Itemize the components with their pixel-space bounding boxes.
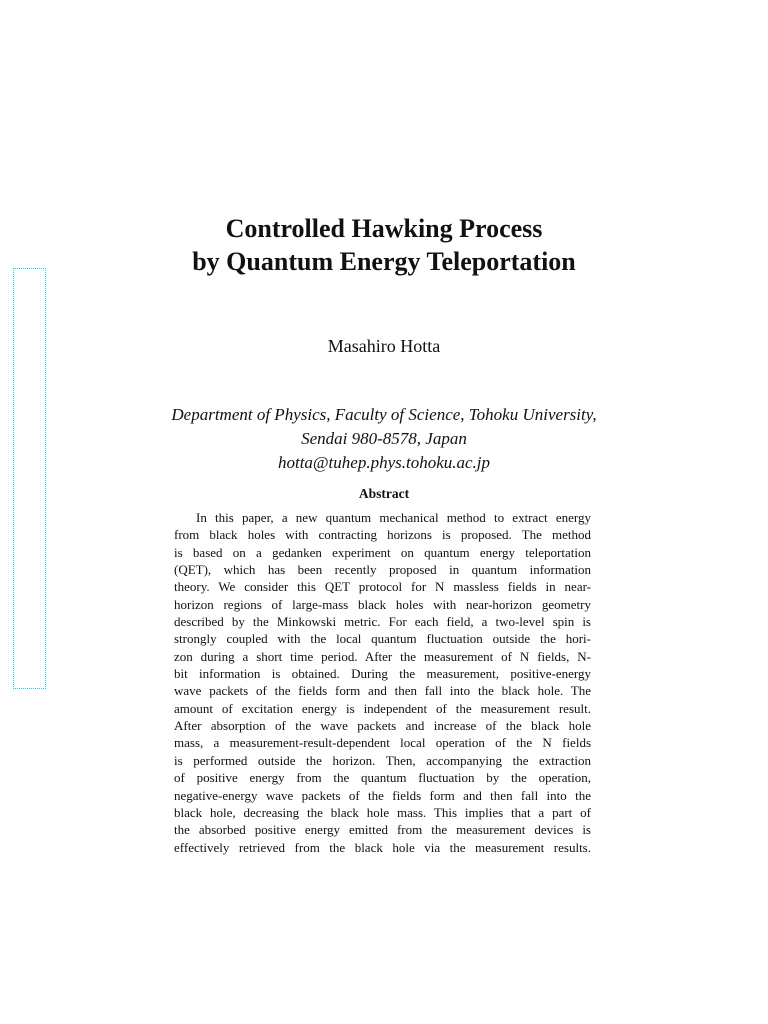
- abstract-line: is based on a gedanken experiment on quantum energy teleportation: [174, 544, 591, 560]
- abstract-line: (QET), which has been recently proposed in quantum information: [174, 562, 591, 578]
- abstract-line: black hole, decreasing the black hole mass. This implies that a part of: [174, 804, 591, 820]
- paper-title: [0, 212, 768, 278]
- abstract-line: of positive energy from the quantum fluctuation by the operation,: [174, 770, 591, 786]
- abstract-line: is performed outside the horizon. Then, accompanying the extraction: [174, 752, 591, 768]
- abstract-line: zon during a short time period. After the measurement of N fields, N-: [174, 648, 591, 664]
- abstract-line: from black holes with contracting horizons is proposed. The method: [174, 527, 591, 543]
- abstract-line: mass, a measurement-result-dependent local operation of the N fields: [174, 735, 591, 751]
- abstract-heading: Abstract: [358, 486, 410, 501]
- abstract-line: described by the Minkowski metric. For each field, a two-level spin is: [174, 614, 591, 630]
- affiliation-line-1: Department of Physics, Faculty of Science, Tohoku University,: [171, 405, 597, 424]
- abstract-line: wave packets of the fields form and then fall into the black hole. The: [174, 683, 591, 699]
- abstract-line: bit information is obtained. During the measurement, positive-energy: [174, 666, 591, 682]
- abstract-line: After absorption of the wave packets and increase of the black hole: [174, 718, 591, 734]
- abstract-line: effectively retrieved from the black hole via the measurement results.: [174, 839, 591, 855]
- title-line-2: by Quantum Energy Teleportation: [192, 247, 576, 276]
- link-annotation-box[interactable]: [13, 268, 46, 689]
- author-affiliation: [0, 403, 768, 475]
- abstract-body: [174, 509, 591, 856]
- author-email: hotta@tuhep.phys.tohoku.ac.jp: [277, 453, 491, 472]
- abstract-line: the absorbed positive energy emitted from the measurement devices is: [174, 822, 591, 838]
- abstract-line: amount of excitation energy is independent of the measurement result.: [174, 700, 591, 716]
- abstract-line: theory. We consider this QET protocol for N massless fields in near-: [174, 579, 591, 595]
- abstract-line: negative-energy wave packets of the fields form and then fall into the: [174, 787, 591, 803]
- abstract-line: strongly coupled with the local quantum fluctuation outside the hori-: [174, 631, 591, 647]
- author-name: Masahiro Hotta: [327, 336, 441, 356]
- abstract-line: horizon regions of large-mass black holes with near-horizon geometry: [174, 596, 591, 612]
- abstract-line: In this paper, a new quantum mechanical method to extract energy: [196, 510, 591, 525]
- affiliation-line-2: Sendai 980-8578, Japan: [301, 429, 467, 448]
- title-line-1: Controlled Hawking Process: [225, 214, 543, 243]
